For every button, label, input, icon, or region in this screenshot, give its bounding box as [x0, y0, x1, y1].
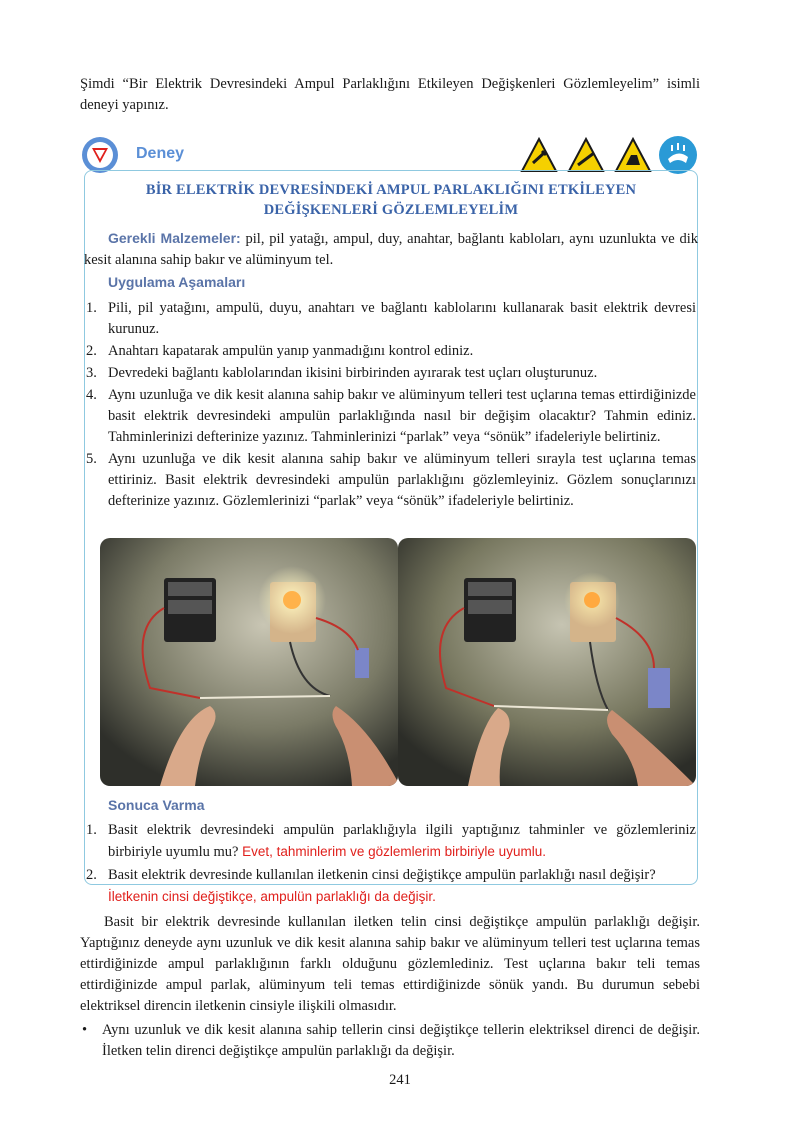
step-item [84, 385, 696, 448]
page-number: 241 [389, 1072, 411, 1088]
steps-heading: Uygulama Aşamaları [108, 274, 246, 290]
step-text: Devredeki bağlantı kablolarından ikisini birbirinden ayırarak test uçları oluşturunuz. [108, 365, 598, 381]
warning-electric-icon [520, 137, 558, 173]
step-number: 4. [86, 387, 97, 403]
conclusion-question: Basit elektrik devresindeki ampulün parlaklığıyla ilgili yaptığınız tahminler ve gözlemleriniz birbiriyle uyumlu mu? [108, 822, 696, 860]
materials-label: Gerekli Malzemeler: [108, 230, 241, 246]
step-number: 2. [86, 343, 97, 359]
experiment-title [84, 180, 698, 220]
explanation-paragraph: Basit bir elektrik devresinde kullanılan iletken telin cinsi değiştikçe ampulün parlaklığı değişir. Yaptığınız deneyde aynı uzunluk ve dik kesit alanına sahip bakır ve alüminyum telleri test uçlarına temas ettirdiğinizde ampul parlaklığının farklı olduğunu gözlemlediniz. Test uçlarına bakır teli temas ettirdiğinizde ampul parlak, alüminyum teli temas ettirdiğinizde sönük yandı. Bu durumun sebebi elektriksel direncin iletkenin cinsiyle ilişkili olmasıdır. [80, 914, 700, 1014]
conclusion-item [84, 820, 696, 863]
experiment-photo-copper [100, 538, 398, 786]
conclusion-heading: Sonuca Varma [108, 797, 205, 813]
step-item [84, 341, 696, 362]
step-number: 5. [86, 451, 97, 467]
experiment-header [80, 135, 700, 175]
step-item [84, 449, 696, 512]
bullet-item [80, 1020, 700, 1062]
experiment-label: Deney [136, 145, 185, 162]
materials-paragraph [84, 228, 698, 271]
experiment-title-line1: BİR ELEKTRİK DEVRESİNDEKİ AMPUL PARLAKLIĞINI ETKİLEYEN [145, 182, 637, 198]
step-text: Pili, pil yatağını, ampulü, duyu, anahtarı ve bağlantı kablolarını kullanarak basit elektrik devresi kurunuz. [108, 300, 696, 337]
experiment-photo-aluminum [398, 538, 696, 786]
steps-list [84, 298, 696, 513]
conclusion-answer: Evet, tahminlerim ve gözlemlerim birbiriyle uyumlu. [242, 844, 546, 859]
bullet-text: Aynı uzunluk ve dik kesit alanına sahip tellerin cinsi değiştikçe tellerin elektriksel direnci de değişir. İletken telin direnci değiştikçe ampulün parlaklığı da değişir. [102, 1022, 700, 1059]
step-text: Aynı uzunluğa ve dik kesit alanına sahip bakır ve alüminyum telleri test uçlarına temas ettirdiğinizde basit elektrik devresindeki ampulün parlaklığında nasıl bir değişim olacaktır? Tahmin ediniz. Tahminlerinizi defterinize yazınız. Tahminlerinizi “parlak” veya “sönük” ifadeleriyle belirtiniz. [108, 387, 696, 445]
conclusion-number: 2. [86, 867, 97, 883]
circuit-photo-illustration [398, 538, 696, 786]
circuit-photo-illustration [100, 538, 398, 786]
materials-text: pil, pil yatağı, ampul, duy, anahtar, bağlantı kabloları, aynı uzunlukta ve dik kesit alanına sahip bakır ve alüminyum tel. [84, 231, 698, 268]
warning-hot-icon [614, 137, 652, 173]
bullet-symbol: • [82, 1022, 88, 1038]
experiment-logo-icon [80, 135, 120, 175]
step-number: 1. [86, 300, 97, 316]
step-text: Aynı uzunluğa ve dik kesit alanına sahip bakır ve alüminyum telleri sırayla test uçlarına temas ettiriniz. Basit elektrik devresindeki ampulün parlaklığını gözlemleyiniz. Gözlem sonuçlarınızı defterinize yazınız. Gözlemlerinizi “parlak” veya “sönük” ifadeleriyle belirtiniz. [108, 451, 696, 509]
wash-hands-icon [658, 135, 698, 175]
step-text: Anahtarı kapatarak ampulün yanıp yanmadığını kontrol ediniz. [108, 343, 474, 359]
experiment-title-line2: DEĞİŞKENLERİ GÖZLEMLEYELİM [263, 202, 519, 218]
conclusion-list [84, 820, 696, 910]
warning-cut-icon [567, 137, 605, 173]
conclusion-number: 1. [86, 822, 97, 838]
step-item [84, 298, 696, 340]
intro-paragraph: Şimdi “Bir Elektrik Devresindeki Ampul Parlaklığını Etkileyen Değişkenleri Gözlemleyelim” isimli deneyi yapınız. [80, 76, 700, 113]
conclusion-answer: İletkenin cinsi değiştikçe, ampulün parlaklığı da değişir. [108, 889, 436, 904]
step-number: 3. [86, 365, 97, 381]
conclusion-item [84, 865, 696, 908]
step-item [84, 363, 696, 384]
conclusion-question: Basit elektrik devresinde kullanılan iletkenin cinsi değiştikçe ampulün parlaklığı nasıl değişir? [108, 867, 656, 883]
